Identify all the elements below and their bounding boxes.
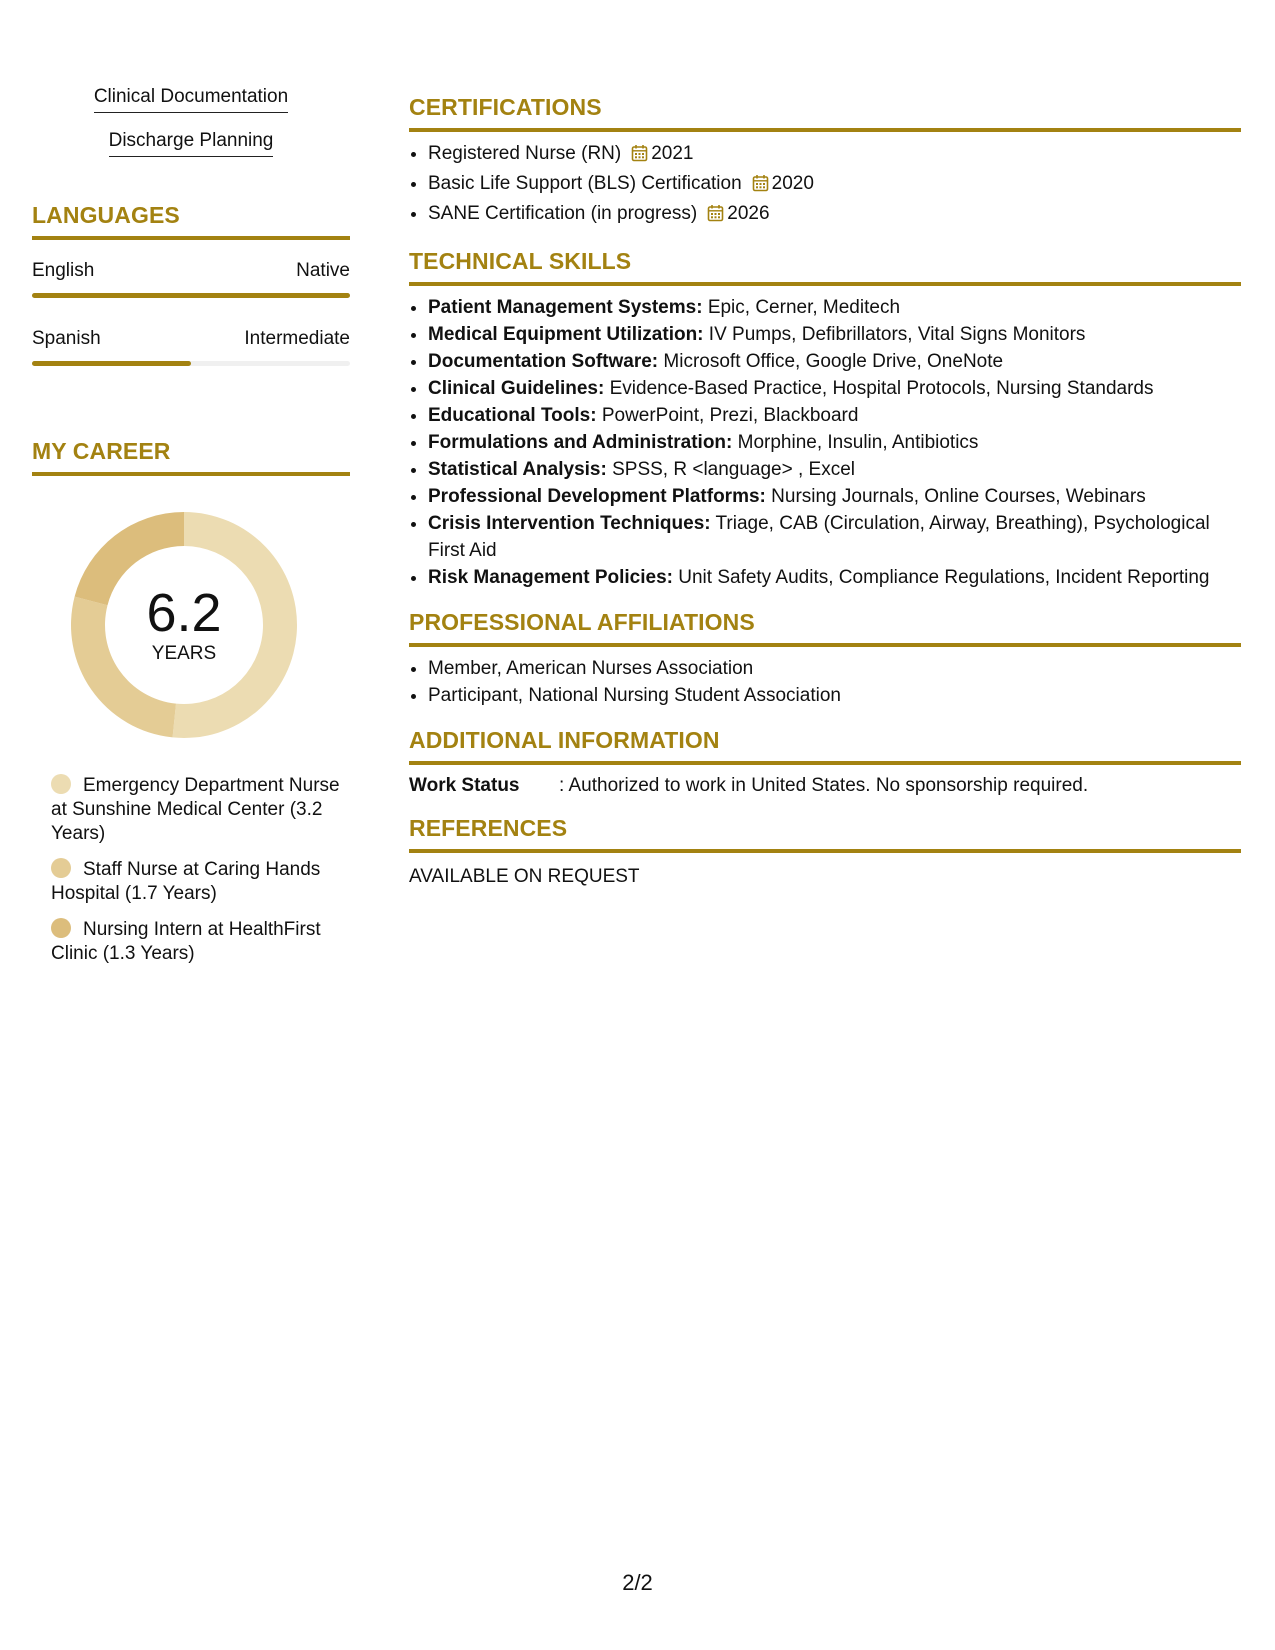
certifications-section xyxy=(409,94,1241,230)
skill-value: Unit Safety Audits, Compliance Regulations, Incident Reporting xyxy=(678,567,1210,588)
career-total-unit: YEARS xyxy=(151,643,217,664)
additional-info-heading: ADDITIONAL INFORMATION xyxy=(409,727,1241,765)
technical-skill-item xyxy=(428,375,1241,402)
technical-skills-list xyxy=(409,294,1241,591)
language-name: English xyxy=(32,260,95,281)
career-legend xyxy=(51,774,350,966)
skill-link[interactable]: Discharge Planning xyxy=(109,130,274,157)
certification-name: SANE Certification (in progress) xyxy=(428,203,698,224)
career-heading: MY CAREER xyxy=(32,438,350,476)
affiliations-section xyxy=(409,609,1241,709)
certification-item xyxy=(428,140,1241,170)
career-legend-label: Emergency Department Nurse at Sunshine Medical Center (3.2 Years) xyxy=(51,775,340,844)
work-status-value: : Authorized to work in United States. No sponsorship required. xyxy=(559,775,1089,796)
technical-skill-item xyxy=(428,429,1241,456)
technical-skill-item xyxy=(428,294,1241,321)
skill-link[interactable]: Clinical Documentation xyxy=(94,86,288,113)
legend-dot xyxy=(51,858,71,878)
technical-skill-item xyxy=(428,564,1241,591)
skill-label: Formulations and Administration: xyxy=(428,432,733,453)
language-row xyxy=(32,328,350,366)
skill-value: Epic, Cerner, Meditech xyxy=(707,297,901,318)
language-proficiency-bar xyxy=(32,293,350,298)
certification-item xyxy=(428,170,1241,200)
certifications-heading: CERTIFICATIONS xyxy=(409,94,1241,132)
skill-label: Clinical Guidelines: xyxy=(428,378,605,399)
skill-value: Triage, CAB (Circulation, Airway, Breathing), Psychological First Aid xyxy=(428,513,1210,561)
career-legend-label: Nursing Intern at HealthFirst Clinic (1.3 Years) xyxy=(51,919,321,964)
skill-value: SPSS, R <language> , Excel xyxy=(612,459,856,480)
technical-skills-section xyxy=(409,248,1241,591)
technical-skills-heading: TECHNICAL SKILLS xyxy=(409,248,1241,286)
languages-heading: LANGUAGES xyxy=(32,202,350,240)
skill-label: Crisis Intervention Techniques: xyxy=(428,513,711,534)
skill-label: Risk Management Policies: xyxy=(428,567,673,588)
page-number: 2/2 xyxy=(622,1570,653,1595)
technical-skill-item xyxy=(428,510,1241,564)
languages-section xyxy=(32,202,350,366)
certification-year: 2020 xyxy=(771,173,814,194)
language-name: Spanish xyxy=(32,328,101,349)
skill-label: Educational Tools: xyxy=(428,405,597,426)
skill-label: Patient Management Systems: xyxy=(428,297,703,318)
legend-dot xyxy=(51,918,71,938)
technical-skill-item xyxy=(428,321,1241,348)
calendar-icon xyxy=(707,203,724,230)
career-section xyxy=(32,438,350,966)
references-text: AVAILABLE ON REQUEST xyxy=(409,866,640,887)
legend-dot xyxy=(51,774,71,794)
skill-value: Evidence-Based Practice, Hospital Protocols, Nursing Standards xyxy=(609,378,1154,399)
career-legend-item xyxy=(51,918,350,966)
language-proficiency-fill xyxy=(32,293,350,298)
calendar-icon xyxy=(631,143,648,170)
skill-value: Nursing Journals, Online Courses, Webinars xyxy=(771,486,1146,507)
technical-skill-item xyxy=(428,348,1241,375)
technical-skill-item xyxy=(428,456,1241,483)
work-status-label: Work Status xyxy=(409,775,520,796)
language-row xyxy=(32,260,350,298)
work-status-row xyxy=(409,775,1241,797)
technical-skill-item xyxy=(428,483,1241,510)
skill-label: Documentation Software: xyxy=(428,351,659,372)
skills-list xyxy=(32,86,350,157)
technical-skill-item xyxy=(428,402,1241,429)
skill-label: Professional Development Platforms: xyxy=(428,486,766,507)
career-legend-item xyxy=(51,774,350,846)
additional-info-section xyxy=(409,727,1241,797)
left-column xyxy=(32,86,350,978)
affiliation-item: • Participant, National Nursing Student Association xyxy=(428,682,1241,709)
skill-label: Statistical Analysis: xyxy=(428,459,607,480)
certification-year: 2026 xyxy=(727,203,770,224)
certification-name: Registered Nurse (RN) xyxy=(428,143,622,164)
skill-value: IV Pumps, Defibrillators, Vital Signs Monitors xyxy=(708,324,1086,345)
references-section xyxy=(409,815,1241,888)
certification-item xyxy=(428,200,1241,230)
certifications-list xyxy=(409,140,1241,230)
calendar-icon xyxy=(752,173,769,200)
certification-year: 2021 xyxy=(651,143,694,164)
language-level: Native xyxy=(296,260,350,281)
career-legend-label: Staff Nurse at Caring Hands Hospital (1.7 Years) xyxy=(51,859,321,904)
skill-value: PowerPoint, Prezi, Blackboard xyxy=(601,405,859,426)
career-total-value: 6.2 xyxy=(146,583,222,643)
skill-label: Medical Equipment Utilization: xyxy=(428,324,704,345)
right-column xyxy=(409,94,1241,888)
affiliations-list xyxy=(409,655,1241,709)
skill-value: Microsoft Office, Google Drive, OneNote xyxy=(663,351,1004,372)
language-proficiency-bar xyxy=(32,361,350,366)
career-donut-chart xyxy=(69,510,299,740)
affiliation-item: • Member, American Nurses Association xyxy=(428,655,1241,682)
references-heading: REFERENCES xyxy=(409,815,1241,853)
language-proficiency-fill xyxy=(32,361,191,366)
affiliations-heading: PROFESSIONAL AFFILIATIONS xyxy=(409,609,1241,647)
language-level: Intermediate xyxy=(244,328,350,349)
certification-name: Basic Life Support (BLS) Certification xyxy=(428,173,742,194)
skill-value: Morphine, Insulin, Antibiotics xyxy=(737,432,979,453)
career-legend-item xyxy=(51,858,350,906)
